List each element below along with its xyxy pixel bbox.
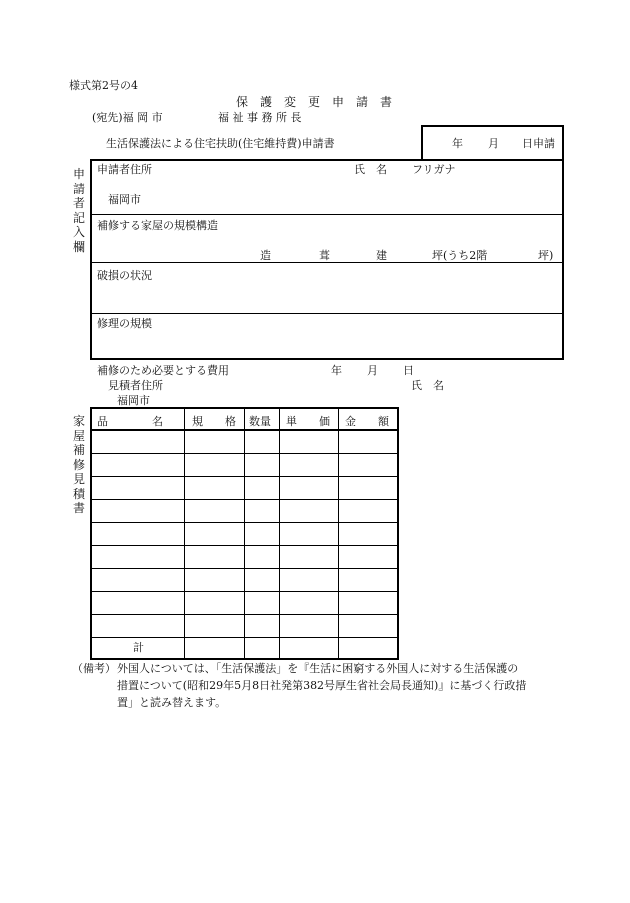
remarks-line-1: 外国人については、「生活保護法」を『生活に困窮する外国人に対する生活保護の <box>117 662 519 675</box>
table-row <box>91 476 398 477</box>
apply-day: 日申請 <box>522 137 555 150</box>
table-row <box>91 499 398 500</box>
column-header-item: 品 名 <box>97 415 163 428</box>
office-head: 福 祉 事 務 所 長 <box>218 111 302 124</box>
column-divider <box>184 408 185 659</box>
tsubo-label: 坪(うち2階 <box>432 249 488 262</box>
cost-day: 日 <box>403 364 414 377</box>
tsubo-end: 坪) <box>538 249 554 262</box>
column-header-qty: 数量 <box>249 415 271 428</box>
table-row <box>91 591 398 592</box>
cost-year: 年 <box>331 364 342 377</box>
applicant-side-label: 申請者記入欄 <box>72 167 85 254</box>
furigana-label: フリガナ <box>412 163 456 176</box>
damage-label: 破損の状況 <box>97 269 152 282</box>
remarks-line-3: 置」と読み替えます。 <box>117 696 227 709</box>
column-divider <box>338 408 339 659</box>
table-row <box>91 545 398 546</box>
cost-month: 月 <box>367 364 378 377</box>
header-underline <box>91 429 398 431</box>
house-structure-label: 補修する家屋の規模構造 <box>97 219 218 232</box>
repair-scale-label: 修理の規模 <box>97 317 152 330</box>
build-type-1: 造 <box>260 249 271 262</box>
column-header-amount: 金 額 <box>345 415 389 428</box>
form-number: 様式第2号の4 <box>69 79 138 92</box>
applicant-city: 福岡市 <box>108 193 141 206</box>
total-label: 計 <box>133 641 144 654</box>
column-divider <box>279 408 280 659</box>
table-row <box>91 568 398 569</box>
page-title: 保 護 変 更 申 請 書 <box>236 95 393 109</box>
apply-month: 月 <box>488 137 499 150</box>
estimator-address-label: 見積者住所 <box>108 379 163 392</box>
application-subject: 生活保護法による住宅扶助(住宅維持費)申請書 <box>106 137 335 150</box>
estimate-side-label: 家屋補修見積書 <box>72 414 85 515</box>
divider <box>91 313 563 314</box>
applicant-name-label: 氏 名 <box>354 163 387 176</box>
divider <box>91 214 563 215</box>
column-header-unit-price: 単 価 <box>286 415 330 428</box>
remarks-line-2: 措置について(昭和29年5月8日社発第382号厚生省社会局長通知)』に基づく行政措 <box>117 679 527 692</box>
divider <box>91 262 563 263</box>
remarks-label: （備考） <box>72 662 116 675</box>
table-row <box>91 453 398 454</box>
table-row <box>91 637 398 638</box>
required-cost-label: 補修のため必要とする費用 <box>97 364 229 377</box>
apply-year: 年 <box>452 137 463 150</box>
applicant-address-label: 申請者住所 <box>97 163 152 176</box>
build-type-2: 葺 <box>319 249 330 262</box>
table-row <box>91 522 398 523</box>
table-row <box>91 614 398 615</box>
column-header-spec: 規 格 <box>192 415 236 428</box>
build-type-3: 建 <box>376 249 387 262</box>
column-divider <box>244 408 245 659</box>
addressee: (宛先)福 岡 市 <box>92 111 163 124</box>
estimator-city: 福岡市 <box>117 394 150 407</box>
estimator-name-label: 氏 名 <box>411 379 444 392</box>
